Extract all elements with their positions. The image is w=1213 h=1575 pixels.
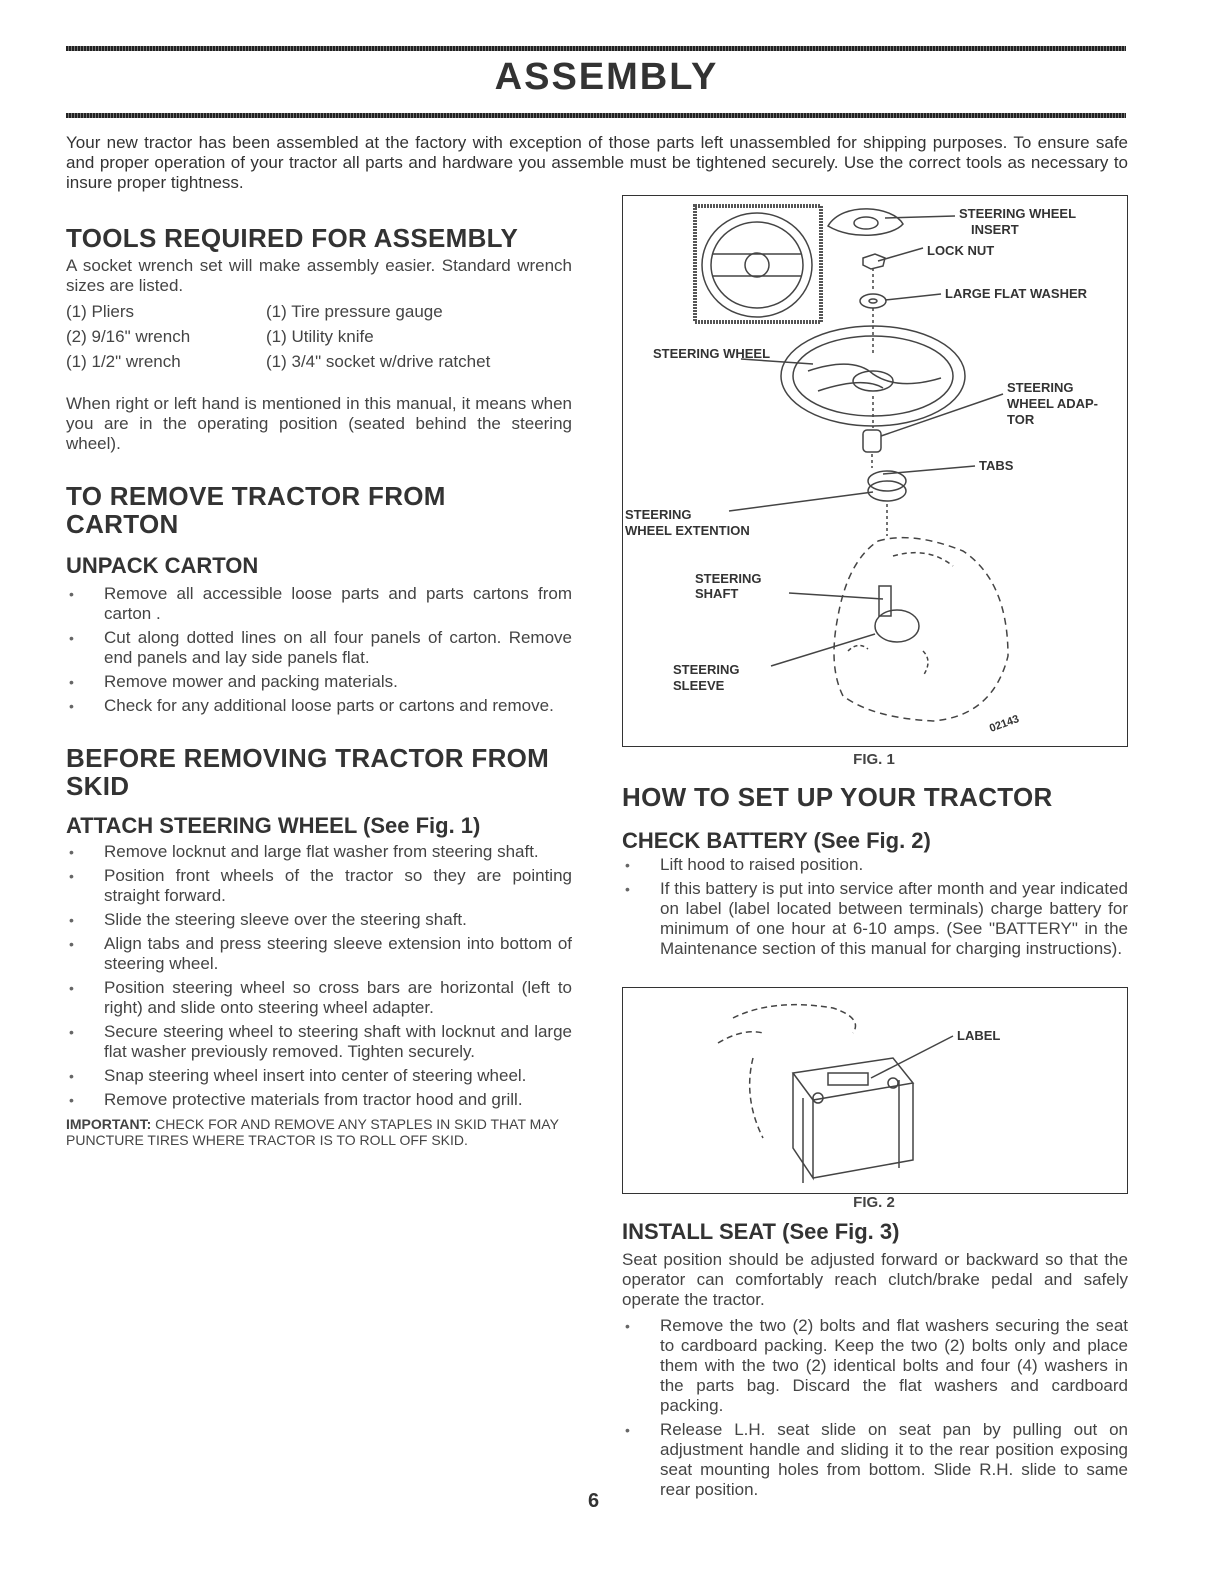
fig1-label: INSERT [971,222,1019,237]
figure-1-caption: FIG. 1 [853,751,895,768]
important-note: IMPORTANT: CHECK FOR AND REMOVE ANY STAPLES IN SKID THAT MAY PUNCTURE TIRES WHERE TRACTOR IS TO ROLL OFF SKID. [66,1116,559,1148]
list-item: • Release L.H. seat slide on seat pan by pulling out on adjustment handle and sliding it to the rear position exposing seat mounting holes from bottom. Slide R.H. slide to same rear position. [622,1420,1128,1500]
fig1-label: LARGE FLAT WASHER [945,286,1088,301]
fig1-label: STEERING WHEEL [653,346,771,361]
title-rule [66,113,1126,118]
list-item: • Position front wheels of the tractor so they are pointing straight forward. [66,866,572,906]
fig1-code: 02143 [987,713,1021,735]
seat-heading: INSTALL SEAT (See Fig. 3) [622,1219,900,1244]
figure-1 [622,195,1128,747]
unpack-list [66,584,572,716]
fig1-label: STEERING [625,507,692,522]
list-item: • Check for any additional loose parts or cartons and remove. [66,696,572,716]
fig1-label: SHAFT [695,586,739,601]
left-column [66,224,572,1148]
fig1-label: STEERING [673,662,740,677]
unpack-heading: UNPACK CARTON [66,553,259,578]
fig1-label: STEERING [1007,380,1074,395]
hand-note: When right or left hand is mentioned in this manual, it means when you are in the operating position (seated behind the steering wheel). [66,394,572,453]
battery-illustration [623,988,1127,1193]
tools-row: (1) 1/2" wrench (1) 3/4" socket w/drive ratchet [66,352,491,371]
list-item: • Slide the steering sleeve over the steering shaft. [66,910,572,930]
fig1-label: TOR [1007,412,1035,427]
battery-list [622,855,1128,959]
right-column [622,783,1128,963]
tools-row: (1) Pliers (1) Tire pressure gauge [66,302,443,321]
fig1-label: STEERING [695,571,762,586]
list-item: • If this battery is put into service after month and year indicated on label (label located between terminals) charge battery for minimum of one hour at 6-10 amps. (See "BATTERY" in the Maintenance section of this manual for charging instructions). [622,879,1128,959]
fig2-label: LABEL [957,1028,1001,1043]
top-rule [66,46,1126,51]
seat-list [622,1316,1128,1500]
steering-assembly-illustration [623,196,1127,746]
list-item: • Remove protective materials from tractor hood and grill. [66,1090,572,1110]
page-number: 6 [588,1490,600,1512]
battery-heading: CHECK BATTERY (See Fig. 2) [622,828,931,853]
list-item: • Remove locknut and large flat washer from steering shaft. [66,842,572,862]
setup-heading: HOW TO SET UP YOUR TRACTOR [622,782,1053,812]
tools-list [66,299,572,374]
list-item: • Remove the two (2) bolts and flat washers securing the seat to cardboard packing. Keep the two (2) bolts only and place them with the two (2) identical bolts and four (4) washers in the parts bag. Discard the flat washers and cardboard packing. [622,1316,1128,1416]
list-item: • Lift hood to raised position. [622,855,1128,875]
remove-heading: TO REMOVE TRACTOR FROM CARTON [66,481,446,539]
fig1-label: STEERING WHEEL [959,206,1077,221]
list-item: • Remove all accessible loose parts and parts cartons from carton . [66,584,572,624]
list-item: • Align tabs and press steering sleeve extension into bottom of steering wheel. [66,934,572,974]
fig1-label: LOCK NUT [927,243,995,258]
attach-list [66,842,572,1110]
fig1-label: SLEEVE [673,678,725,693]
fig1-label: TABS [979,458,1014,473]
seat-text: Seat position should be adjusted forward or backward so that the operator can comfortably reach clutch/brake pedal and safely operate the tractor. [622,1250,1128,1309]
figure-2 [622,987,1128,1194]
seat-section [622,1220,1128,1504]
tools-heading: TOOLS REQUIRED FOR ASSEMBLY [66,223,519,253]
intro-paragraph: Your new tractor has been assembled at the factory with exception of those parts left unassembled for shipping purposes. To ensure safe and proper operation of your tractor all parts and hardware you assemble must be tightened securely. Use the correct tools as necessary to insure proper tightness. [66,133,1128,192]
tools-text: A socket wrench set will make assembly easier. Standard wrench sizes are listed. [66,256,572,295]
figure-2-caption: FIG. 2 [853,1194,895,1211]
list-item: • Cut along dotted lines on all four panels of carton. Remove end panels and lay side panels flat. [66,628,572,668]
list-item: • Secure steering wheel to steering shaft with locknut and large flat washer previously removed. Tighten securely. [66,1022,572,1062]
skid-heading: BEFORE REMOVING TRACTOR FROM SKID [66,743,550,801]
attach-heading: ATTACH STEERING WHEEL (See Fig. 1) [66,813,481,838]
list-item: • Remove mower and packing materials. [66,672,572,692]
list-item: • Snap steering wheel insert into center of steering wheel. [66,1066,572,1086]
list-item: • Position steering wheel so cross bars are horizontal (left to right) and slide onto steering wheel adapter. [66,978,572,1018]
page-title: ASSEMBLY [494,56,719,98]
fig1-label: WHEEL EXTENTION [625,523,750,538]
fig1-label: WHEEL ADAP- [1007,396,1098,411]
tools-row: (2) 9/16" wrench (1) Utility knife [66,327,374,346]
